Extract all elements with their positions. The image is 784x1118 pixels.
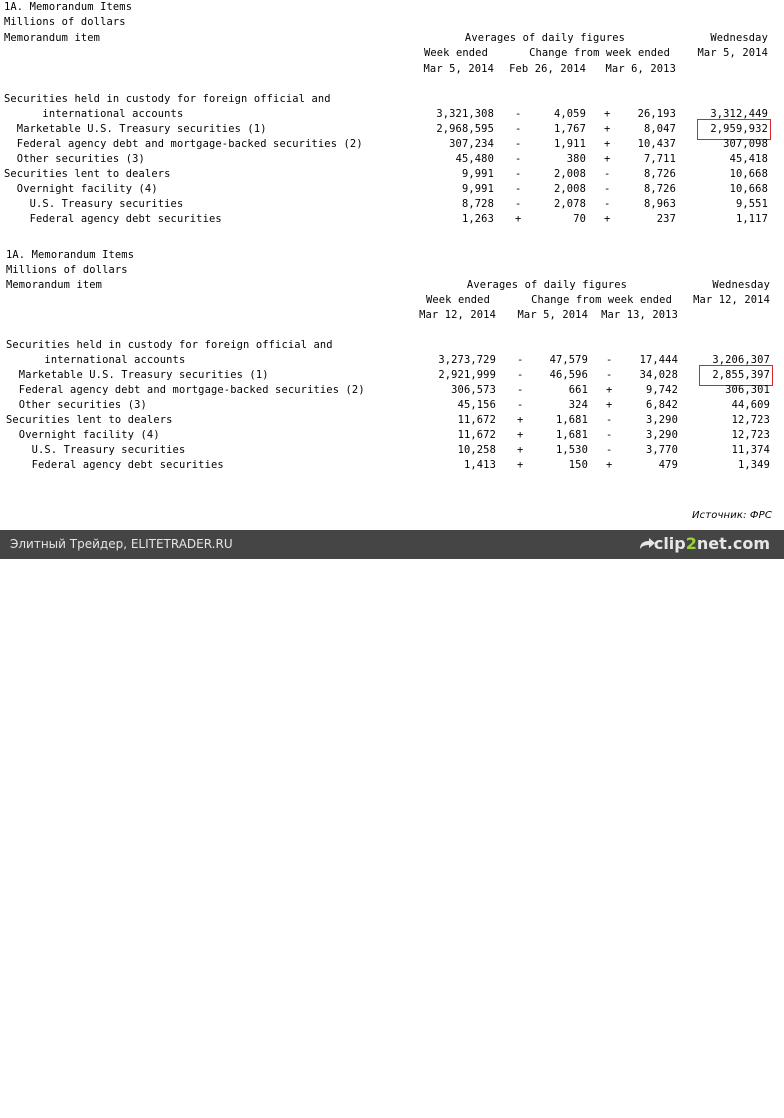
watermark-footer [0, 530, 784, 559]
sign-prev-year: - [606, 369, 613, 381]
change-prev-week: 324 [568, 399, 588, 411]
change-prev-year: 6,842 [645, 399, 678, 411]
change-header: Change from week ended [529, 47, 670, 59]
averages-header: Averages of daily figures [464, 32, 626, 44]
change-prev-year: 26,193 [637, 108, 676, 120]
row-label: Overnight facility (4) [6, 429, 160, 441]
sign-prev-week: - [515, 198, 522, 210]
date-wednesday: Mar 5, 2014 [697, 47, 768, 59]
row-label: Marketable U.S. Treasury securities (1) [4, 123, 267, 135]
value-wednesday: 1,349 [737, 459, 770, 471]
sign-prev-week: - [517, 369, 524, 381]
change-prev-year: 8,963 [643, 198, 676, 210]
date-current: Mar 12, 2014 [419, 309, 496, 321]
sign-prev-year: - [606, 414, 613, 426]
value-wednesday: 10,668 [729, 183, 768, 195]
sign-prev-week: - [515, 183, 522, 195]
row-label: Securities held in custody for foreign official and [6, 339, 333, 351]
value-wednesday: 44,609 [731, 399, 770, 411]
change-prev-year: 34,028 [639, 369, 678, 381]
value-week: 306,573 [451, 384, 496, 396]
value-wednesday: 3,312,449 [710, 108, 768, 120]
week-ended-header: Week ended [425, 294, 490, 306]
wednesday-header: Wednesday [712, 279, 770, 291]
change-prev-year: 3,290 [645, 429, 678, 441]
memorandum-document [0, 0, 784, 530]
value-week: 45,156 [457, 399, 496, 411]
row-label: Federal agency debt and mortgage-backed securities (2) [4, 138, 363, 150]
value-week: 1,263 [461, 213, 494, 225]
change-prev-year: 17,444 [639, 354, 678, 366]
week-ended-header: Week ended [423, 47, 488, 59]
date-prev-week: Feb 26, 2014 [509, 63, 586, 75]
value-week: 8,728 [461, 198, 494, 210]
sign-prev-week: + [517, 414, 524, 426]
change-prev-week: 70 [573, 213, 586, 225]
date-prev-year: Mar 6, 2013 [605, 63, 676, 75]
value-week: 3,273,729 [438, 354, 496, 366]
sign-prev-week: - [515, 108, 522, 120]
stub-header: Memorandum item [4, 32, 101, 44]
row-label: U.S. Treasury securities [6, 444, 186, 456]
row-label: Securities lent to dealers [6, 414, 173, 426]
change-prev-week: 46,596 [549, 369, 588, 381]
row-label: Federal agency debt securities [6, 459, 224, 471]
value-week: 9,991 [461, 183, 494, 195]
date-wednesday: Mar 12, 2014 [693, 294, 770, 306]
sign-prev-week: + [517, 459, 524, 471]
change-header: Change from week ended [531, 294, 672, 306]
date-current: Mar 5, 2014 [423, 63, 494, 75]
change-prev-week: 380 [566, 153, 586, 165]
value-week: 1,413 [463, 459, 496, 471]
sign-prev-year: - [606, 444, 613, 456]
section-title: 1A. Memorandum Items [4, 1, 133, 13]
value-week: 2,921,999 [438, 369, 496, 381]
sign-prev-year: + [604, 138, 611, 150]
source-note: Источник: ФРС [691, 510, 772, 521]
value-wednesday: 9,551 [735, 198, 768, 210]
sign-prev-week: - [515, 168, 522, 180]
value-week: 11,672 [457, 429, 496, 441]
sign-prev-week: - [517, 384, 524, 396]
value-week: 10,258 [457, 444, 496, 456]
row-label: Federal agency debt and mortgage-backed securities (2) [6, 384, 365, 396]
sign-prev-year: - [604, 198, 611, 210]
brand-part2: 2 [685, 534, 697, 553]
sign-prev-year: - [604, 183, 611, 195]
value-wednesday: 306,301 [725, 384, 770, 396]
sign-prev-year: - [606, 354, 613, 366]
value-week: 3,321,308 [436, 108, 494, 120]
row-label: Marketable U.S. Treasury securities (1) [6, 369, 269, 381]
change-prev-week: 661 [568, 384, 588, 396]
sign-prev-week: - [515, 123, 522, 135]
section-title: 1A. Memorandum Items [6, 249, 135, 261]
sign-prev-week: - [517, 399, 524, 411]
change-prev-year: 7,711 [643, 153, 676, 165]
row-label: Securities held in custody for foreign official and [4, 93, 331, 105]
change-prev-year: 237 [656, 213, 676, 225]
change-prev-week: 2,008 [553, 168, 586, 180]
sign-prev-year: + [606, 399, 613, 411]
sign-prev-year: - [604, 168, 611, 180]
value-wednesday: 3,206,307 [712, 354, 770, 366]
sign-prev-year: + [604, 153, 611, 165]
change-prev-week: 150 [568, 459, 588, 471]
sign-prev-week: + [515, 213, 522, 225]
section-subtitle: Millions of dollars [4, 16, 126, 28]
change-prev-week: 2,008 [553, 183, 586, 195]
sign-prev-year: + [604, 213, 611, 225]
change-prev-week: 4,059 [553, 108, 586, 120]
section-1 [0, 1, 784, 1118]
sign-prev-week: - [515, 153, 522, 165]
change-prev-week: 1,767 [553, 123, 586, 135]
sign-prev-year: + [606, 459, 613, 471]
highlighted-value-wednesday: 2,855,397 [702, 368, 770, 383]
sign-prev-week: + [517, 444, 524, 456]
brand-part3: net.com [696, 534, 770, 553]
value-wednesday: 10,668 [729, 168, 768, 180]
change-prev-week: 2,078 [553, 198, 586, 210]
value-wednesday: 12,723 [731, 429, 770, 441]
row-label: Other securities (3) [6, 399, 147, 411]
value-wednesday: 307,098 [723, 138, 768, 150]
site-label: Элитный Трейдер, ELITETRADER.RU [10, 537, 233, 551]
change-prev-year: 8,726 [643, 168, 676, 180]
value-wednesday: 1,117 [735, 213, 768, 225]
change-prev-year: 3,770 [645, 444, 678, 456]
value-wednesday: 45,418 [729, 153, 768, 165]
value-wednesday: 11,374 [731, 444, 770, 456]
row-label: Federal agency debt securities [4, 213, 222, 225]
sign-prev-week: + [517, 429, 524, 441]
value-week: 9,991 [461, 168, 494, 180]
change-prev-year: 9,742 [645, 384, 678, 396]
row-label: international accounts [6, 354, 186, 366]
wednesday-header: Wednesday [710, 32, 768, 44]
change-prev-year: 8,726 [643, 183, 676, 195]
row-label: Overnight facility (4) [4, 183, 158, 195]
value-week: 2,968,595 [436, 123, 494, 135]
brand-part1: clip [653, 534, 686, 553]
section-subtitle: Millions of dollars [6, 264, 128, 276]
sign-prev-year: + [604, 123, 611, 135]
sign-prev-week: - [517, 354, 524, 366]
change-prev-year: 8,047 [643, 123, 676, 135]
change-prev-year: 479 [658, 459, 678, 471]
change-prev-year: 10,437 [637, 138, 676, 150]
highlighted-value-wednesday: 2,959,932 [700, 122, 768, 137]
change-prev-week: 1,681 [555, 414, 588, 426]
sign-prev-week: - [515, 138, 522, 150]
change-prev-week: 47,579 [549, 354, 588, 366]
stub-header: Memorandum item [6, 279, 103, 291]
value-week: 307,234 [449, 138, 494, 150]
value-wednesday: 12,723 [731, 414, 770, 426]
row-label: Securities lent to dealers [4, 168, 171, 180]
change-prev-week: 1,681 [555, 429, 588, 441]
value-week: 45,480 [455, 153, 494, 165]
change-prev-week: 1,530 [555, 444, 588, 456]
date-prev-year: Mar 13, 2013 [601, 309, 678, 321]
sign-prev-year: - [606, 429, 613, 441]
value-week: 11,672 [457, 414, 496, 426]
brand-logo [654, 534, 770, 553]
row-label: international accounts [4, 108, 184, 120]
date-prev-week: Mar 5, 2014 [517, 309, 588, 321]
row-label: U.S. Treasury securities [4, 198, 184, 210]
row-label: Other securities (3) [4, 153, 145, 165]
sign-prev-year: + [606, 384, 613, 396]
averages-header: Averages of daily figures [466, 279, 628, 291]
change-prev-year: 3,290 [645, 414, 678, 426]
sign-prev-year: + [604, 108, 611, 120]
change-prev-week: 1,911 [553, 138, 586, 150]
